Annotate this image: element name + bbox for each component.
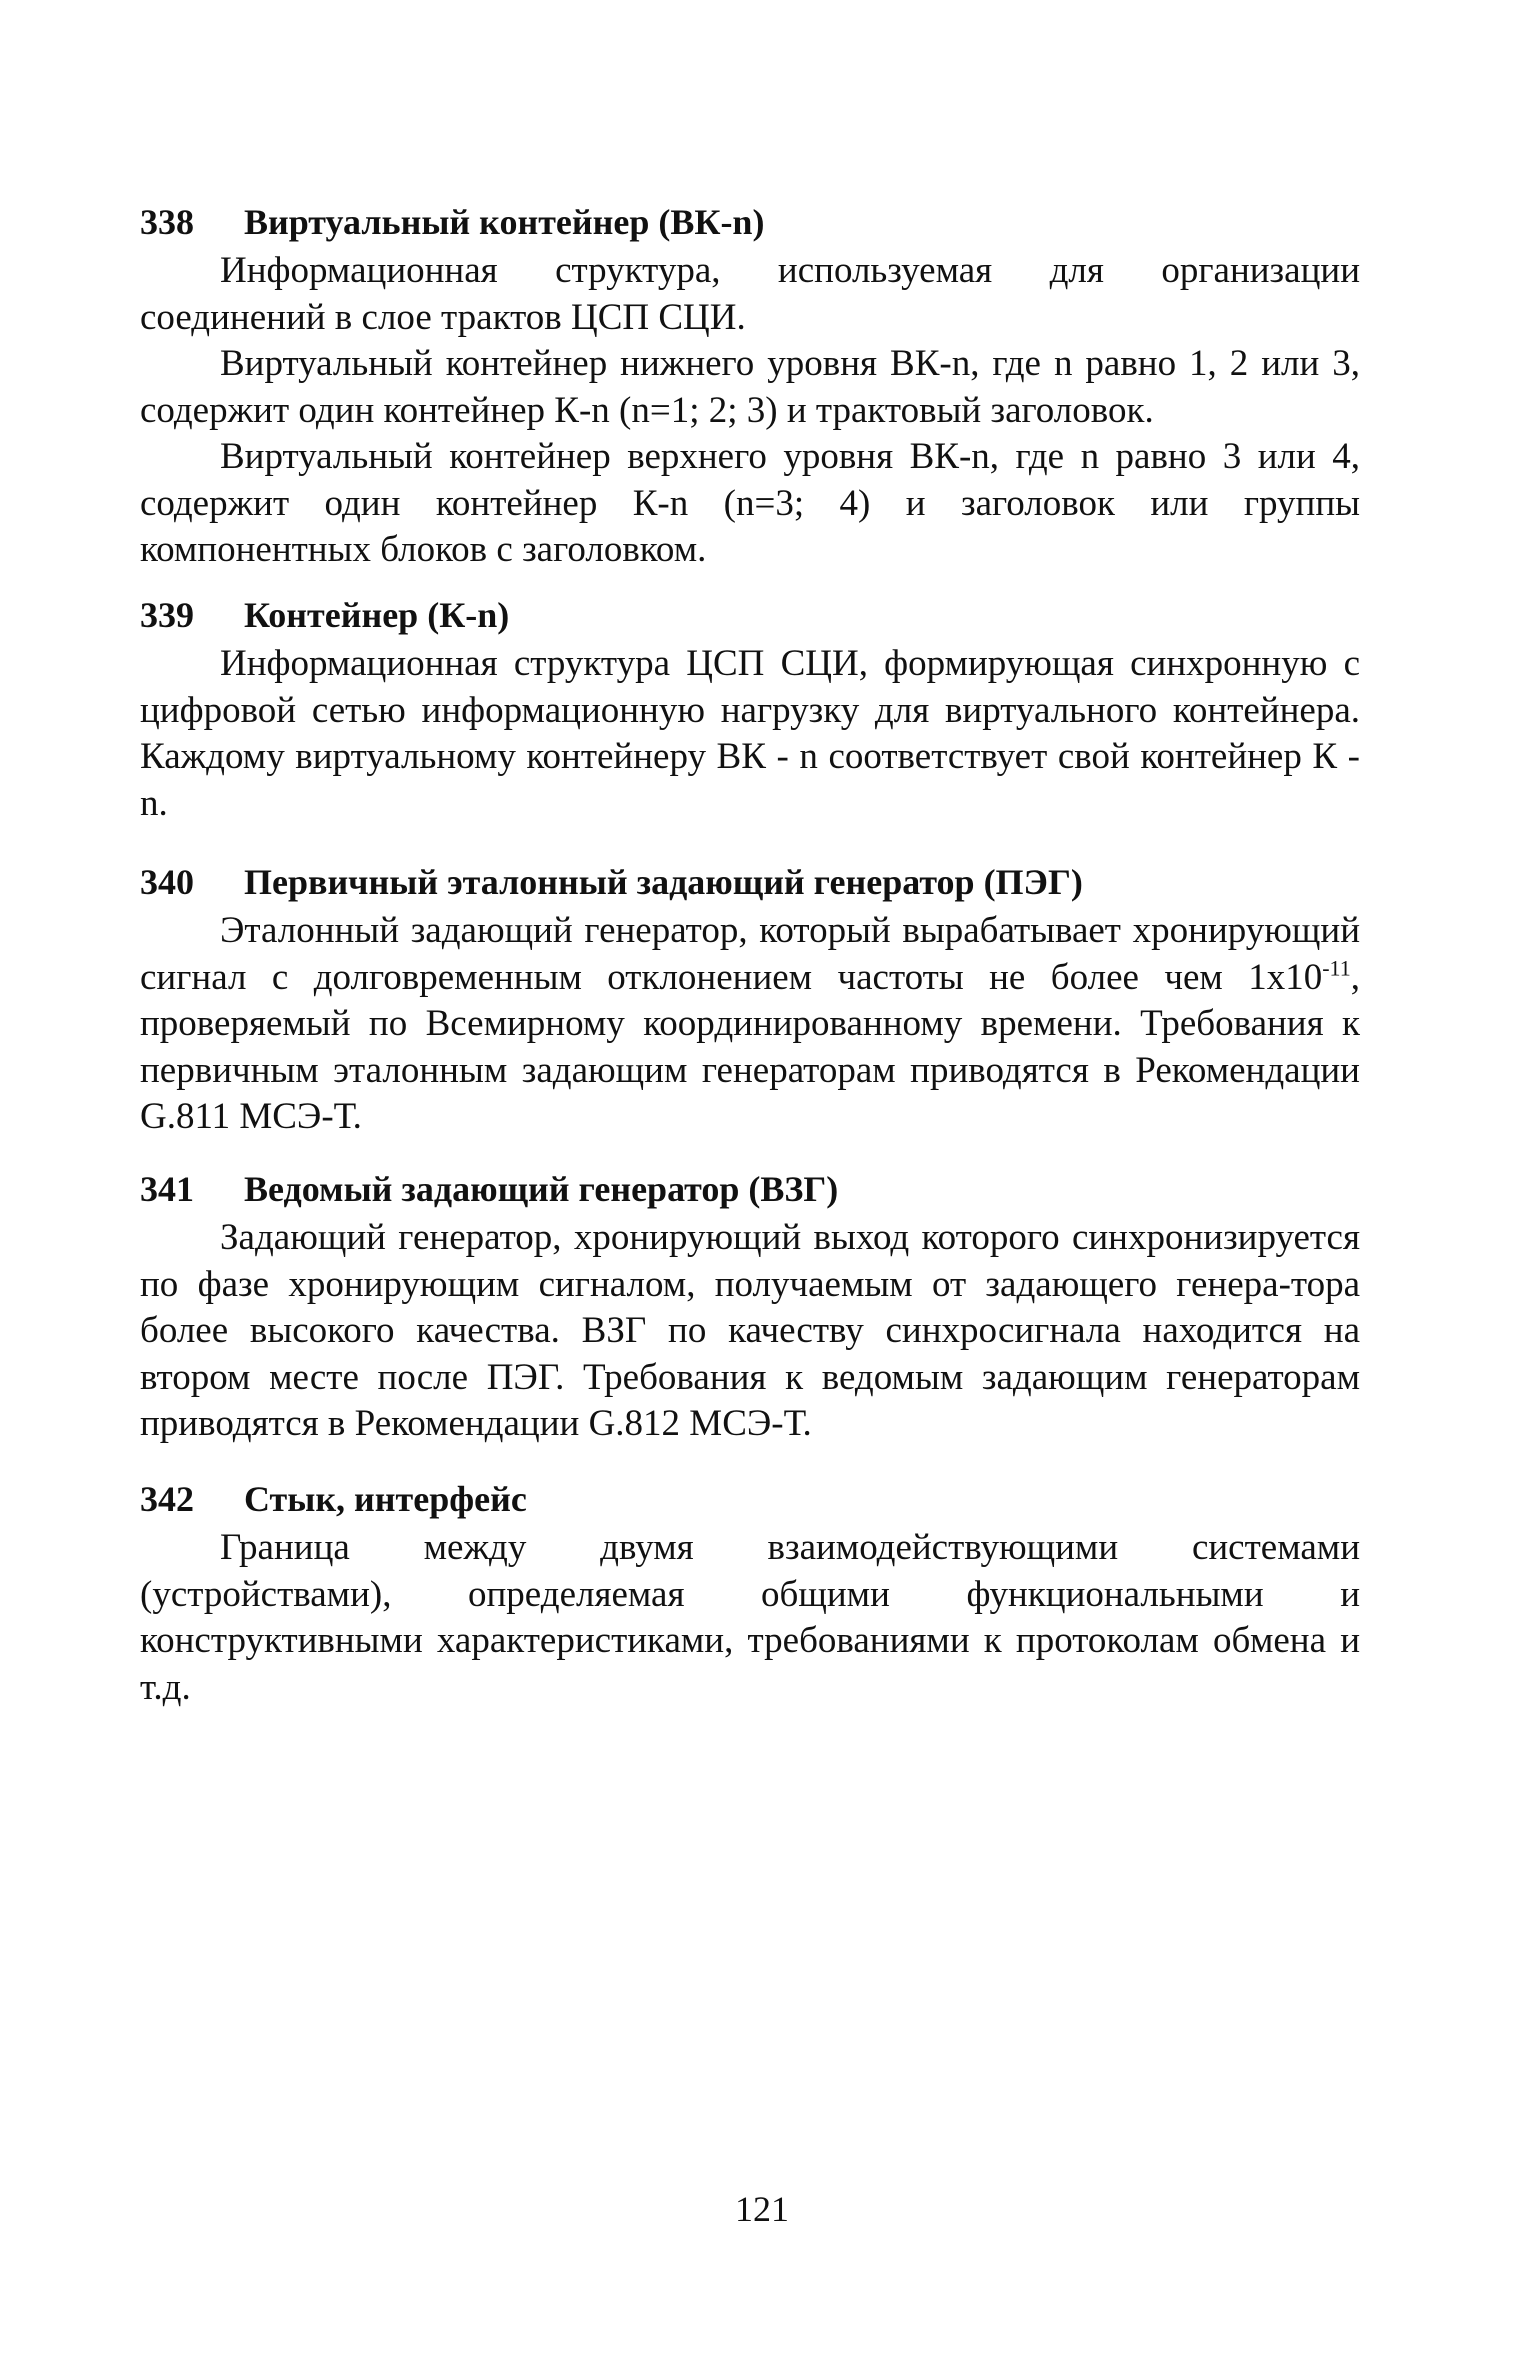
glossary-entry-342 [140,1477,1360,1711]
entry-title: Первичный эталонный задающий генератор (ПЭГ) [244,862,1083,902]
entry-title: Стык, интерфейс [244,1479,527,1519]
entry-title: Ведомый задающий генератор (ВЗГ) [244,1169,839,1209]
page-number: 121 [735,2189,789,2229]
entry-paragraph [140,908,1360,1141]
entry-paragraph: Виртуальный контейнер нижнего уровня ВК-n, где n равно 1, 2 или 3, содержит один контейнер К-n (n=1; 2; 3) и трактовый заголовок. [140,343,1360,431]
entry-paragraph: Виртуальный контейнер верхнего уровня ВК-n, где n равно 3 или 4, содержит один контейнер К-n (n=3; 4) и заголовок или группы компонентных блоков с заголовком. [140,436,1360,570]
glossary-entry-340 [140,860,1360,1141]
entry-number: 340 [140,862,194,902]
glossary-entry-339 [140,593,1360,827]
paragraph-text: , проверяемый по Всемирному координированному времени. Требования к первичным эталонным задающим генераторам приводятся в Рекомендации G.811 МСЭ-Т. [140,956,1360,1137]
entry-number: 342 [140,1479,194,1519]
entry-paragraph: Информационная структура, используемая для организации соединений в слое трактов ЦСП СЦИ. [140,250,1360,338]
entry-number: 339 [140,595,194,635]
entry-heading [140,593,1360,637]
entry-number: 341 [140,1169,194,1209]
entry-heading [140,1167,1360,1211]
glossary-entry-341 [140,1167,1360,1448]
entry-title: Контейнер (К-n) [244,595,510,635]
glossary-entry-338 [140,200,1360,574]
entry-heading [140,860,1360,904]
exponent: -11 [1322,955,1351,981]
entry-paragraph: Задающий генератор, хронирующий выход которого синхронизируется по фазе хронирующим сигналом, получаемым от задающего генера-тора более высокого качества. ВЗГ по качеству синхросигнала находится на втором месте после ПЭГ. Требования к ведомым задающим генераторам приводятся в Рекомендации G.812 МСЭ-Т. [140,1217,1360,1444]
entry-paragraph: Информационная структура ЦСП СЦИ, формирующая синхронную с цифровой сетью информационную нагрузку для виртуального контейнера. Каждому виртуальному контейнеру ВК - n соответствует свой контейнер К - n. [140,643,1360,824]
entry-number: 338 [140,202,194,242]
entry-heading [140,1477,1360,1521]
paragraph-text: Эталонный задающий генератор, который вырабатывает хронирующий сигнал с долговременным отклонением частоты не более чем 1х10 [140,910,1360,998]
entry-heading [140,200,1360,244]
entry-paragraph: Граница между двумя взаимодействующими системами (устройствами), определяемая общими функциональными и конструктивными характеристиками, требованиями к протоколам обмена и т.д. [140,1527,1360,1708]
entry-title: Виртуальный контейнер (ВК-n) [244,202,765,242]
